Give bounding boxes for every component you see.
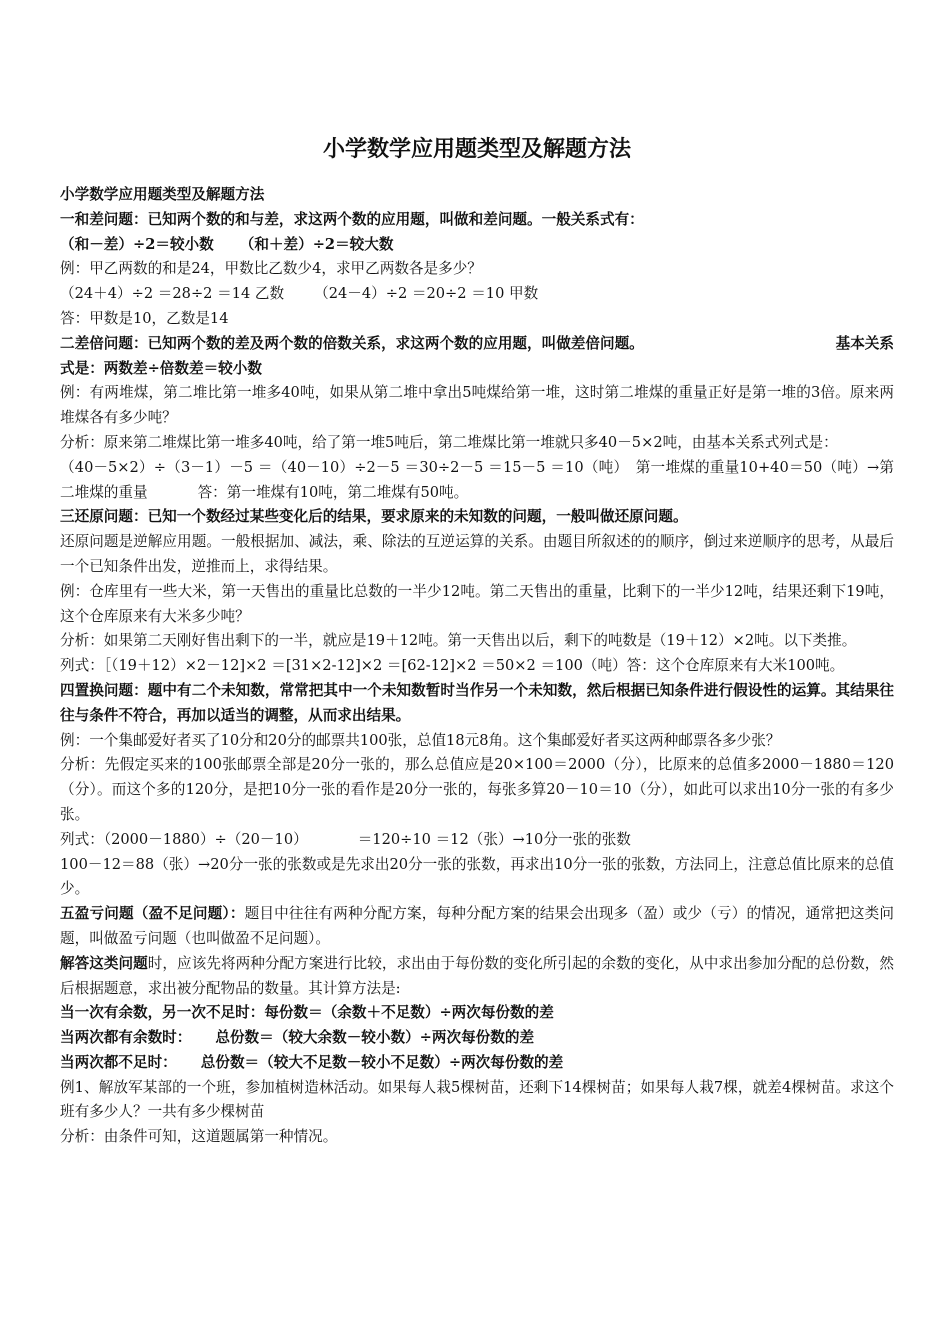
section-2-heading-tail: 基本关系 (835, 334, 894, 352)
section-5-heading-label: 五盈亏问题（盈不足问题）： (60, 905, 245, 923)
section-5-rule-3 (60, 1051, 894, 1076)
section-4-analysis: 分析：先假定买来的100张邮票全部是20分一张的，那么总值应是20×100＝2000（分），比原来的总值多2000－1880＝120（分）。而这个多的120分，是把10分一张的看作是20分一张的，每张多算20－10＝10（分），如此可以求出10分一张的有多少张。 (60, 756, 894, 823)
section-2-answer: 答：第一堆煤有10吨，第二堆煤有50吨。 (197, 483, 469, 501)
formula-larger: （和＋差）÷2＝较大数 (239, 235, 394, 253)
section-5-example: 例1、解放军某部的一个班，参加植树造林活动。如果每人栽5棵树苗，还剩下14棵树苗；如果每人栽7棵，就差4棵树苗。求这个班有多少人？一共有多少棵树苗 (60, 1078, 894, 1121)
section-1-formulas (60, 233, 894, 258)
section-2-heading (60, 332, 894, 357)
section-3-heading: 三还原问题：已知一个数经过某些变化后的结果，要求原来的未知数的问题，一般叫做还原问题。 (60, 508, 688, 526)
section-1-answer: 答：甲数是10，乙数是14 (60, 309, 229, 327)
section-2-heading-main: 二差倍问题：已知两个数的差及两个数的倍数关系，求这两个数的应用题，叫做差倍问题。 (60, 334, 644, 352)
section-4-calc-note: 100－12＝88（张）→20分一张的张数或是先求出20分一张的张数，再求出10分一张的张数，方法同上，注意总值比原来的总值少。 (60, 855, 894, 898)
section-3-calc: 列式：［（19＋12）×2－12]×2 ＝[31×2-12]×2 ＝[62-12]×2 ＝50×2 ＝100（吨）答：这个仓库原来有大米100吨。 (60, 657, 845, 675)
section-5-heading (60, 902, 894, 952)
rule-3-condition: 当两次都不足时： (60, 1053, 177, 1071)
rule-2-formula: 总份数＝（较大余数－较小数）÷两次每份数的差 (215, 1029, 535, 1047)
section-2-analysis: 分析：原来第二堆煤比第一堆多40吨，给了第一堆5吨后，第二堆煤比第一堆就只多40－5×2吨，由基本关系式列式是： (60, 433, 838, 451)
calc-yi: （24＋4）÷2 ＝28÷2 ＝14 乙数 (60, 285, 285, 303)
section-5-rule-2 (60, 1026, 894, 1051)
section-5-rule-1: 当一次有余数，另一次不足时：每份数＝（余数＋不足数）÷两次每份数的差 (60, 1004, 554, 1022)
formula-smaller: （和－差）÷2＝较小数 (60, 235, 214, 253)
section-2-example: 例：有两堆煤，第二堆比第一堆多40吨，如果从第二堆中拿出5吨煤给第一堆，这时第二堆煤的重量正好是第一堆的3倍。原来两堆煤各有多少吨？ (60, 384, 894, 427)
section-5-method-label: 解答这类问题 (60, 954, 148, 972)
section-2-calc (60, 456, 894, 506)
section-3-example: 例：仓库里有一些大米，第一天售出的重量比总数的一半少12吨。第二天售出的重量，比剩下的一半少12吨，结果还剩下19吨，这个仓库原来有大米多少吨？ (60, 582, 894, 625)
section-5-analysis: 分析：由条件可知，这道题属第一种情况。 (60, 1128, 338, 1146)
document-body (60, 183, 894, 1150)
subtitle: 小学数学应用题类型及解题方法 (60, 186, 265, 203)
section-3-intro: 还原问题是逆解应用题。一般根据加、减法，乘、除法的互逆运算的关系。由题目所叙述的的顺序，倒过来逆顺序的思考，从最后一个已知条件出发，逆推而上，求得结果。 (60, 533, 894, 575)
section-4-calc (60, 828, 894, 853)
section-4-calc-expr: 列式：（2000－1880）÷（20－10） (60, 830, 308, 848)
section-1-calc (60, 282, 894, 307)
section-5-method (60, 952, 894, 1002)
section-4-calc-result: ＝120÷10 ＝12（张）→10分一张的张数 (357, 830, 631, 848)
section-1-example: 例：甲乙两数的和是24，甲数比乙数少4，求甲乙两数各是多少？ (60, 260, 482, 278)
section-3-analysis: 分析：如果第二天刚好售出剩下的一半，就应是19＋12吨。第一天售出以后，剩下的吨数是（19＋12）×2吨。以下类推。 (60, 632, 857, 650)
document-title: 小学数学应用题类型及解题方法 (322, 136, 631, 162)
section-4-heading: 四置换问题：题中有二个未知数，常常把其中一个未知数暂时当作另一个未知数，然后根据已知条件进行假设性的运算。其结果往往与条件不符合，再加以适当的调整，从而求出结果。 (60, 681, 894, 724)
rule-3-formula: 总份数＝（较大不足数－较小不足数）÷两次每份数的差 (200, 1053, 564, 1071)
calc-jia: （24－4）÷2 ＝20÷2 ＝10 甲数 (314, 285, 539, 303)
document-page (60, 0, 894, 1344)
rule-2-condition: 当两次都有余数时： (60, 1029, 192, 1047)
section-4-example: 例：一个集邮爱好者买了10分和20分的邮票共100张，总值18元8角。这个集邮爱好者买这两种邮票各多少张？ (60, 731, 781, 749)
section-1-heading: 一和差问题：已知两个数的和与差，求这两个数的应用题，叫做和差问题。一般关系式有： (60, 210, 644, 228)
section-5-method-text: 时，应该先将两种分配方案进行比较，求出由于每份数的变化所引起的余数的变化，从中求出参加分配的总份数，然后根据题意，求出被分配物品的数量。其计算方法是: (60, 954, 894, 997)
section-2-relation: 式是：两数差÷倍数差＝较小数 (60, 359, 262, 377)
section-2-calc-text: （40－5×2）÷（3－1）－5 ＝（40－10）÷2－5 ＝30÷2－5 ＝15－5 ＝10（吨） 第一堆煤的重量10+40＝50（吨）→第二堆煤的重量 (60, 458, 894, 501)
section-5-heading-text: 题目中往往有两种分配方案，每种分配方案的结果会出现多（盈）或少（亏）的情况，通常把这类问题，叫做盈亏问题（也叫做盈不足问题）。 (60, 905, 895, 947)
